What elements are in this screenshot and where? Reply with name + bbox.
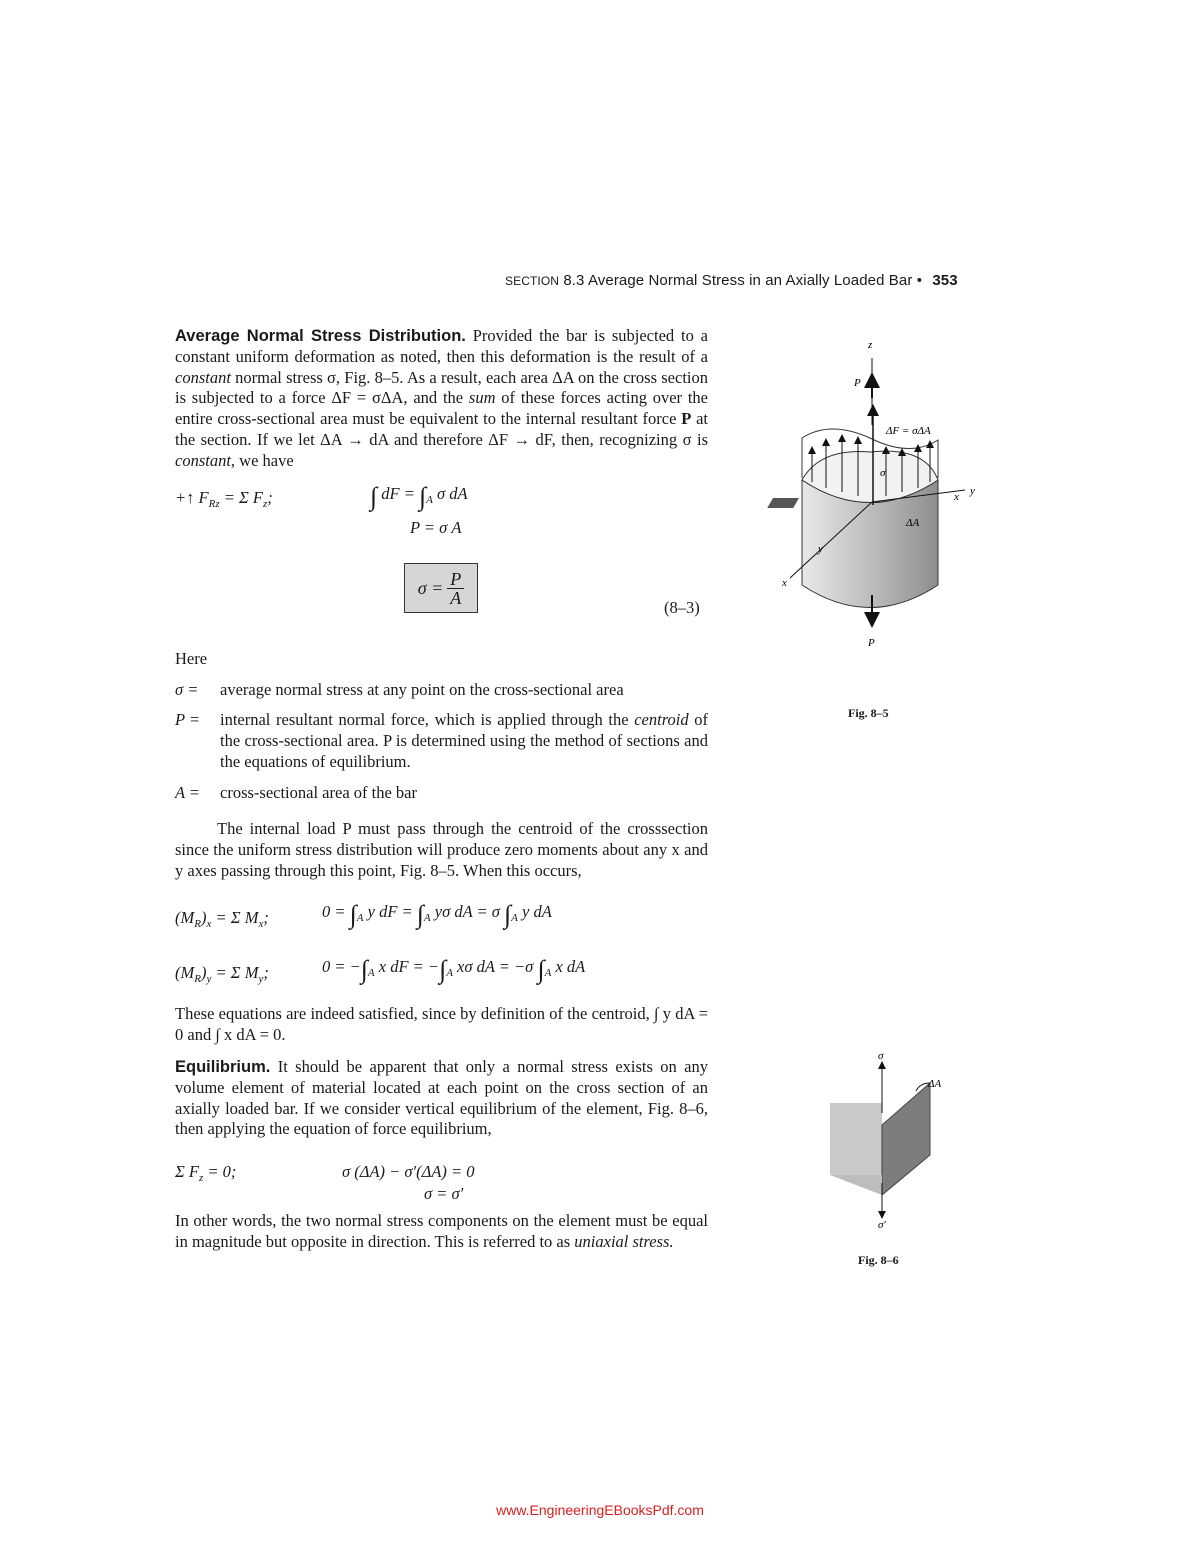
integral-sub-a: A bbox=[423, 912, 431, 924]
definition-p bbox=[175, 710, 708, 774]
integral-sign: ∫ bbox=[349, 900, 357, 929]
equilibrium-eq-label bbox=[175, 1162, 236, 1184]
eq-sum-label: +↑ F bbox=[175, 488, 209, 507]
definition-sigma bbox=[175, 680, 708, 701]
caption-fig-8-5: Fig. 8–5 bbox=[848, 706, 889, 720]
mx-sub2: x bbox=[206, 918, 212, 930]
def-p-text-a: internal resultant normal force, which is applied through the bbox=[220, 710, 635, 729]
my-sub3: y bbox=[258, 973, 264, 985]
para1-text5: , we have bbox=[230, 450, 294, 470]
eqeq-end: = 0; bbox=[203, 1162, 237, 1181]
integral-sub-a: A bbox=[367, 967, 375, 979]
label-y-axis: y bbox=[970, 485, 975, 497]
def-symbol-sigma: σ = bbox=[175, 680, 199, 699]
mx-p1: 0 = bbox=[322, 902, 350, 921]
heading-equilibrium: Equilibrium. bbox=[175, 1058, 271, 1076]
my-mid: ) bbox=[200, 963, 207, 982]
fraction-denominator: A bbox=[450, 587, 462, 608]
definition-a bbox=[175, 783, 708, 804]
def-text-sigma: average normal stress at any point on the cross-sectional area bbox=[220, 680, 624, 699]
figure-8-5-bar-cross-section bbox=[760, 330, 1000, 660]
eq-sum-sub2: z bbox=[263, 498, 268, 510]
equilibrium-eq-line1: σ (ΔA) − σ′(ΔA) = 0 bbox=[342, 1162, 475, 1181]
label-x-axis: x bbox=[782, 577, 787, 589]
integral-sub-a: A bbox=[356, 912, 364, 924]
label-sigma: σ bbox=[880, 467, 886, 479]
mx-p2: y dF = bbox=[363, 902, 417, 921]
eqeq-sub: z bbox=[199, 1172, 204, 1184]
mx-sub: R bbox=[194, 918, 201, 930]
paragraph-average-normal-stress bbox=[175, 326, 708, 472]
my-sub2: y bbox=[206, 973, 212, 985]
integral-sub-a: A bbox=[446, 967, 453, 979]
mx-label: (M bbox=[175, 908, 195, 927]
moment-eq-x-label bbox=[175, 908, 269, 930]
moment-eq-x bbox=[322, 900, 552, 930]
integral-sub-a: A bbox=[511, 912, 518, 924]
equation-p-sigma-a: P = σ A bbox=[410, 518, 462, 537]
delta-a-element bbox=[767, 498, 799, 508]
mx-p4: y dA bbox=[517, 902, 552, 921]
label-p-bottom: P bbox=[868, 637, 875, 649]
def-symbol-a: A = bbox=[175, 783, 201, 802]
figure-8-6-volume-element bbox=[820, 1045, 960, 1230]
element-right-face bbox=[882, 1083, 930, 1195]
my-end: = Σ M bbox=[211, 963, 259, 982]
integral-sign: ∫ bbox=[370, 482, 378, 511]
eq-line1-b: σ dA bbox=[436, 484, 468, 503]
label-delta-a: ΔA bbox=[906, 517, 920, 529]
label-sigma-top: σ bbox=[878, 1050, 884, 1062]
fraction-numerator: P bbox=[447, 570, 464, 589]
equation-force-sum-label bbox=[175, 488, 273, 510]
label-z: z bbox=[868, 339, 873, 351]
section-title: Average Normal Stress in an Axially Loaded Bar bbox=[587, 272, 913, 289]
eq-sum-sub: Rz bbox=[208, 498, 220, 510]
equilibrium-eq-line2: σ = σ′ bbox=[424, 1184, 464, 1203]
element-left-face bbox=[830, 1103, 882, 1175]
label-delta-a: ΔA bbox=[928, 1078, 942, 1090]
para1-em3: constant bbox=[175, 450, 231, 470]
label-y-small: y bbox=[818, 543, 823, 555]
fraction bbox=[447, 570, 464, 607]
paragraph-centroid-satisfied: These equations are indeed satisfied, since by definition of the centroid, ∫ y dA = 0 and ∫ x dA = 0. bbox=[175, 1004, 708, 1044]
mx-p3: yσ dA = σ bbox=[430, 902, 505, 921]
mx-sub3: x bbox=[258, 918, 264, 930]
integral-sign: ∫ bbox=[504, 900, 512, 929]
para1-text2: normal stress σ, Fig. 8–5. As a result, each area ΔA on the cross section is subjected to a force ΔF = σΔA, and the bbox=[175, 367, 708, 408]
label-delta-f: ΔF = σΔA bbox=[886, 425, 931, 437]
eq-sum-end: ; bbox=[267, 488, 273, 507]
my-p1: 0 = − bbox=[322, 957, 361, 976]
equation-number: (8–3) bbox=[664, 598, 700, 617]
label-x-small: x bbox=[954, 491, 959, 503]
para1-em2: sum bbox=[468, 388, 496, 408]
paragraph-uniaxial-stress bbox=[175, 1211, 708, 1253]
my-sub: R bbox=[194, 973, 201, 985]
here-label: Here bbox=[175, 649, 208, 668]
para5-text: In other words, the two normal stress components on the element must be equal in magnitude but opposite in direction. This is referred to as bbox=[175, 1211, 708, 1251]
section-label: SECTION bbox=[505, 274, 560, 288]
label-sigma-prime: σ′ bbox=[878, 1219, 886, 1230]
my-p2: x dF = − bbox=[374, 957, 440, 976]
integral-sign: ∫ bbox=[360, 955, 368, 984]
equation-force-integral bbox=[370, 482, 468, 512]
moment-eq-y bbox=[322, 955, 585, 985]
paragraph-internal-load: The internal load P must pass through the centroid of the crosssection since the uniform stress distribution will produce zero moments about any x and y axes passing through this point, Fig. 8–5. When this occurs, bbox=[175, 819, 708, 880]
page-number: 353 bbox=[932, 272, 958, 289]
footer-url[interactable]: www.EngineeringEBooksPdf.com bbox=[496, 1502, 704, 1518]
boxed-formula-8-3 bbox=[404, 563, 478, 613]
integral-sign: ∫ bbox=[439, 955, 447, 984]
my-tail: ; bbox=[263, 963, 269, 982]
mx-end: = Σ M bbox=[211, 908, 259, 927]
para1-bold1: P bbox=[681, 409, 692, 429]
para5-em: uniaxial stress. bbox=[574, 1231, 674, 1251]
integral-sign: ∫ bbox=[537, 955, 545, 984]
caption-fig-8-6: Fig. 8–6 bbox=[858, 1253, 899, 1267]
integral-sub-a: A bbox=[426, 494, 433, 506]
para1-em1: constant bbox=[175, 367, 231, 387]
integral-sub-a: A bbox=[544, 967, 552, 979]
def-text-p bbox=[220, 710, 708, 772]
my-label: (M bbox=[175, 963, 195, 982]
element-bottom-face bbox=[830, 1175, 882, 1195]
eq-line1-a: dF = bbox=[381, 484, 419, 503]
label-p-top: P bbox=[854, 377, 861, 389]
running-header bbox=[505, 272, 1005, 289]
my-p3: xσ dA = −σ bbox=[452, 957, 538, 976]
my-p4: x dA bbox=[551, 957, 586, 976]
heading-average-normal-stress: Average Normal Stress Distribution. bbox=[175, 327, 466, 345]
moment-eq-y-label bbox=[175, 963, 269, 985]
para1-text3: of these forces acting over the entire cross-sectional area must be equivalent to the internal resultant force bbox=[175, 388, 708, 429]
paragraph-equilibrium bbox=[175, 1057, 708, 1140]
section-number: 8.3 bbox=[563, 272, 585, 289]
eqeq-label: Σ F bbox=[175, 1162, 200, 1181]
eq-sum-rest: = Σ F bbox=[219, 488, 263, 507]
integral-sign: ∫ bbox=[418, 482, 427, 511]
def-p-em: centroid bbox=[634, 710, 689, 729]
para4-text: It should be apparent that only a normal stress exists on any volume element of material located at each point on the cross section of an axially loaded bar. If we consider vertical equilibrium of the element, Fig. 8–6, then applying the equation of force equilibrium, bbox=[175, 1057, 708, 1139]
mx-tail: ; bbox=[263, 908, 269, 927]
para1-text4: at the section. If we let ΔA → dA and therefore ΔF → dF, then, recognizing σ is bbox=[175, 409, 708, 449]
integral-sign: ∫ bbox=[416, 900, 424, 929]
def-symbol-p: P = bbox=[175, 710, 201, 729]
def-text-a: cross-sectional area of the bar bbox=[220, 783, 417, 802]
boxed-lhs: σ = bbox=[417, 577, 444, 598]
para1-text1: Provided the bar is subjected to a constant uniform deformation as noted, then this deformation is the result of a bbox=[175, 326, 708, 366]
header-bullet: • bbox=[916, 272, 923, 289]
mx-mid: ) bbox=[200, 908, 207, 927]
def-p-text-b: of the cross-sectional area. P is determined using the method of sections and the equations of equilibrium. bbox=[220, 710, 708, 771]
